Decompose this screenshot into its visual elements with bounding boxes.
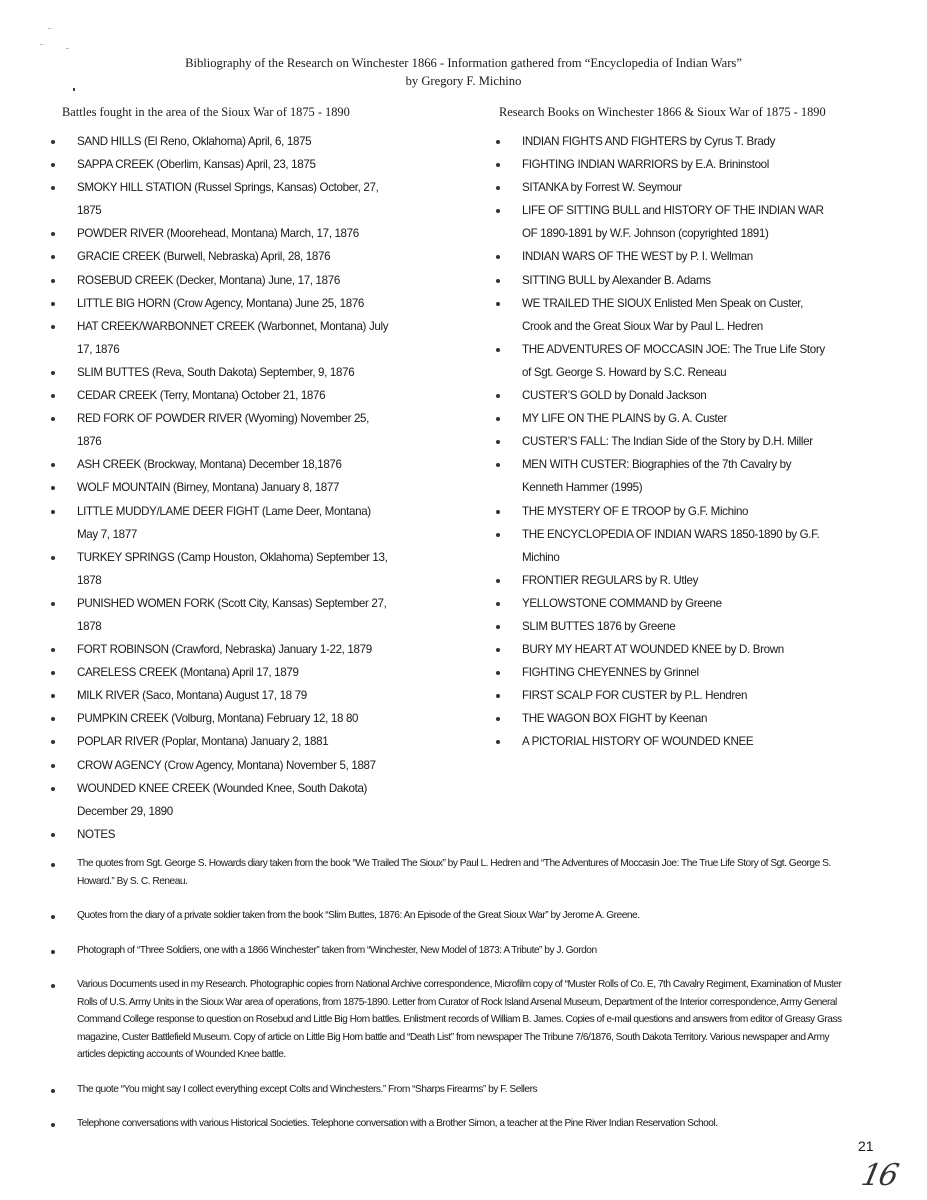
list-item: PUMPKIN CREEK (Volburg, Montana) February 12, 18 80 (50, 707, 390, 730)
list-item: SMOKY HILL STATION (Russel Springs, Kansas) October, 27, 1875 (50, 176, 390, 222)
list-item: CARELESS CREEK (Montana) April 17, 1879 (50, 661, 390, 684)
list-item: ROSEBUD CREEK (Decker, Montana) June, 17, 1876 (50, 269, 390, 292)
title-line-2: by Gregory F. Michino (405, 74, 522, 88)
books-list (495, 130, 825, 754)
list-item: SLIM BUTTES 1876 by Greene (495, 615, 825, 638)
list-item: MILK RIVER (Saco, Montana) August 17, 18 79 (50, 684, 390, 707)
list-item: POWDER RIVER (Moorehead, Montana) March, 17, 1876 (50, 222, 390, 245)
list-item: LITTLE MUDDY/LAME DEER FIGHT (Lame Deer, Montana) May 7, 1877 (50, 500, 390, 546)
list-item: TURKEY SPRINGS (Camp Houston, Oklahoma) September 13, 1878 (50, 546, 390, 592)
list-item: LITTLE BIG HORN (Crow Agency, Montana) June 25, 1876 (50, 292, 390, 315)
list-item: FIGHTING CHEYENNES by Grinnel (495, 661, 825, 684)
scan-speck (66, 48, 69, 49)
list-item: INDIAN FIGHTS AND FIGHTERS by Cyrus T. Brady (495, 130, 825, 153)
list-item: FRONTIER REGULARS by R. Utley (495, 569, 825, 592)
note-item: Various Documents used in my Research. Photographic copies from National Archive correspondence, Microfilm copy of “Muster Rolls of Co. E, 7th Cavalry Regiment, Examination of Muster Rolls of U.S. Army Units in the Sioux War area of operations, from 1875-1890. Letter from Curator of Rock Island Arsenal Museum, Department of the Interior correspondence, Army General Command College response to question on Rosebud and Little Big Horn battles. Enlistment records of William B. James. Copies of e-mail questions and answers from editor of Greasy Grass magazine, Custer Battlefield Museum. Copy of article on Little Big Horn battle and “Death List” from newspaper The Tribune 7/6/1876, South Dakota Territory. Various newspaper and Army articles depicting accounts of Wounded Knee battle. (50, 976, 850, 1064)
page-number: 21 (858, 1138, 874, 1154)
list-item: THE MYSTERY OF E TROOP by G.F. Michino (495, 500, 825, 523)
list-item: SITTING BULL by Alexander B. Adams (495, 269, 825, 292)
notes-heading: NOTES (50, 823, 390, 846)
list-item: WOUNDED KNEE CREEK (Wounded Knee, South Dakota) December 29, 1890 (50, 777, 390, 823)
list-item: RED FORK OF POWDER RIVER (Wyoming) November 25, 1876 (50, 407, 390, 453)
list-item: SAND HILLS (El Reno, Oklahoma) April, 6, 1875 (50, 130, 390, 153)
scan-speck (48, 28, 51, 29)
list-item: CEDAR CREEK (Terry, Montana) October 21, 1876 (50, 384, 390, 407)
list-item: A PICTORIAL HISTORY OF WOUNDED KNEE (495, 730, 825, 753)
list-item: CROW AGENCY (Crow Agency, Montana) November 5, 1887 (50, 754, 390, 777)
note-item: The quote “You might say I collect everything except Colts and Winchesters.” From “Sharps Firearms” by F. Sellers (50, 1081, 850, 1099)
list-item: HAT CREEK/WARBONNET CREEK (Warbonnet, Montana) July 17, 1876 (50, 315, 390, 361)
list-item: CUSTER’S GOLD by Donald Jackson (495, 384, 825, 407)
list-item: SAPPA CREEK (Oberlim, Kansas) April, 23, 1875 (50, 153, 390, 176)
list-item: FIRST SCALP FOR CUSTER by P.L. Hendren (495, 684, 825, 707)
list-item: MY LIFE ON THE PLAINS by G. A. Custer (495, 407, 825, 430)
list-item: BURY MY HEART AT WOUNDED KNEE by D. Brown (495, 638, 825, 661)
note-item: Quotes from the diary of a private soldier taken from the book “Slim Buttes, 1876: An Episode of the Great Sioux War” by Jerome A. Greene. (50, 907, 850, 925)
document-title (0, 54, 927, 90)
books-heading: Research Books on Winchester 1866 & Sioux War of 1875 - 1890 (499, 105, 826, 119)
list-item: LIFE OF SITTING BULL and HISTORY OF THE INDIAN WAR OF 1890-1891 by W.F. Johnson (copyrighted 1891) (495, 199, 825, 245)
list-item: THE ENCYCLOPEDIA OF INDIAN WARS 1850-1890 by G.F. Michino (495, 523, 825, 569)
list-item: PUNISHED WOMEN FORK (Scott City, Kansas) September 27, 1878 (50, 592, 390, 638)
note-item: Photograph of “Three Soldiers, one with a 1866 Winchester” taken from “Winchester, New Model of 1873: A Tribute” by J. Gordon (50, 942, 850, 960)
list-item: POPLAR RIVER (Poplar, Montana) January 2, 1881 (50, 730, 390, 753)
note-item: The quotes from Sgt. George S. Howards diary taken from the book “We Trailed The Sioux” by Paul L. Hedren and “The Adventures of Moccasin Joe: The True Life Story of Sgt. George S. Howard.” By S. C. Reneau. (50, 855, 850, 890)
note-item: Telephone conversations with various Historical Societies. Telephone conversation with a Brother Simon, a teacher at the Pine River Indian Reservation School. (50, 1115, 850, 1133)
battles-list (50, 130, 390, 846)
list-item: SITANKA by Forrest W. Seymour (495, 176, 825, 199)
list-item: THE ADVENTURES OF MOCCASIN JOE: The True Life Story of Sgt. George S. Howard by S.C. Reneau (495, 338, 825, 384)
list-item: FIGHTING INDIAN WARRIORS by E.A. Brininstool (495, 153, 825, 176)
battles-heading: Battles fought in the area of the Sioux War of 1875 - 1890 (62, 105, 350, 119)
list-item: SLIM BUTTES (Reva, South Dakota) September, 9, 1876 (50, 361, 390, 384)
list-item: YELLOWSTONE COMMAND by Greene (495, 592, 825, 615)
list-item: WE TRAILED THE SIOUX Enlisted Men Speak on Custer, Crook and the Great Sioux War by Paul L. Hedren (495, 292, 825, 338)
list-item: MEN WITH CUSTER: Biographies of the 7th Cavalry by Kenneth Hammer (1995) (495, 453, 825, 499)
list-item: FORT ROBINSON (Crawford, Nebraska) January 1-22, 1879 (50, 638, 390, 661)
list-item: ASH CREEK (Brockway, Montana) December 18,1876 (50, 453, 390, 476)
list-item: WOLF MOUNTAIN (Birney, Montana) January 8, 1877 (50, 476, 390, 499)
scan-speck (40, 44, 43, 45)
list-item: CUSTER’S FALL: The Indian Side of the Story by D.H. Miller (495, 430, 825, 453)
handwritten-page-number: 16 (858, 1158, 900, 1193)
title-line-1: Bibliography of the Research on Winchester 1866 - Information gathered from “Encyclopedia of Indian Wars” (185, 56, 742, 70)
list-item: GRACIE CREEK (Burwell, Nebraska) April, 28, 1876 (50, 245, 390, 268)
list-item: THE WAGON BOX FIGHT by Keenan (495, 707, 825, 730)
list-item: INDIAN WARS OF THE WEST by P. I. Wellman (495, 245, 825, 268)
notes-list (50, 855, 850, 1150)
